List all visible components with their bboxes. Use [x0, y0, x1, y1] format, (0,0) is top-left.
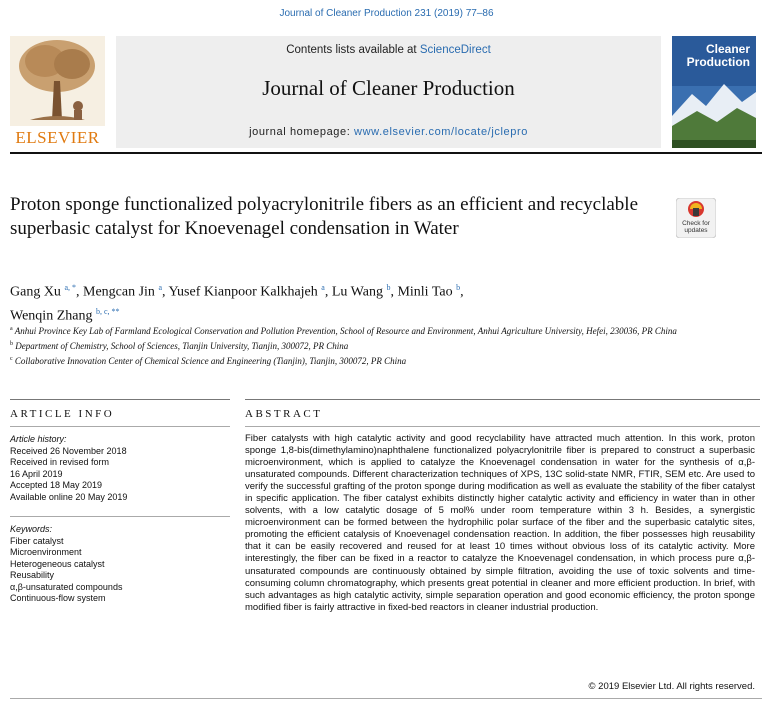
divider: [10, 516, 230, 517]
divider: [245, 399, 760, 400]
affiliation-list: [10, 323, 710, 368]
sciencedirect-link[interactable]: ScienceDirect: [419, 44, 491, 56]
elsevier-wordmark: ELSEVIER: [15, 128, 100, 147]
affiliation-text: Collaborative Innovation Center of Chemical Science and Engineering (Tianjin), Tianjin, 300072, PR China: [14, 356, 407, 366]
affiliation: [10, 338, 710, 352]
affiliation-text: Department of Chemistry, School of Sciences, Tianjin University, Tianjin, 300072, PR China: [15, 341, 349, 351]
keywords-label: Keywords:: [10, 524, 53, 534]
cover-title-line2: Production: [686, 55, 750, 69]
keyword: Microenvironment: [10, 547, 82, 557]
affiliation: [10, 353, 710, 367]
crossmark-label-line1: Check for: [682, 220, 710, 227]
author-marks[interactable]: b: [456, 283, 461, 292]
history-label: Article history:: [10, 434, 67, 444]
masthead: [116, 36, 661, 148]
author-name[interactable]: Lu Wang: [331, 284, 383, 300]
divider: [245, 426, 760, 427]
author-name[interactable]: Wenqin Zhang: [10, 308, 93, 324]
abstract-text: Fiber catalysts with high catalytic activity and good recyclability have attracted much attention. In this work, proton sponge 1,8-bis(dimethylamino)naphthalene functionalized polyacrylonitrile fiber is prepared to construct a superbasic microenvironment, which is applied to catalyze the Knoevenagel condensation in water for the synthesis of α,β-unsaturated compounds. Different characterization techniques of XPS, 13C solid-state NMR, FTIR, SEM etc. Are used to verify the successful grafting of the proton sponge during modification as well as evaluate the stability of the fiber catalyst in specific application. The fiber catalyst exhibits distinctly higher catalytic activity and efficiency in water than in other solvents, with a low catalytic dosage of 5 mol% under room temperature within 3 h. Besides, a synergistic microenvironment can be formed between the hydrophilic polar surface of the fiber and the superbasic catalytic sites, promoting the efficient catalysis of Knoevenagel condensation reaction. In addition, the fiber possesses high reusability that it can be easily recovered and reused for at least 10 times without obvious loss of its catalytic activity. More interestingly, the fiber can be fixed in a reactor to catalyze the Knoevenagel condensation, in which process pure α,β-unsaturated compounds are continuously obtained by simple filtration, avoiding the use of toxic solvents and time-consuming column chromatography, which presents great potential in cleaner and more efficient production. In brief, with such advantages as high catalytic activity, simple separation operation and good economic efficiency, the proton sponge modified fiber is fairly attractive in fixed-bed reactors in cleaner industrial production.: [245, 433, 755, 613]
homepage-prefix: journal homepage:: [249, 126, 355, 138]
keyword-list: [10, 524, 230, 605]
article-history: [10, 434, 230, 503]
author-marks[interactable]: a: [321, 283, 325, 292]
keyword: Continuous-flow system: [10, 593, 106, 603]
author-marks[interactable]: a, *: [64, 283, 76, 292]
abstract-heading: ABSTRACT: [245, 408, 323, 420]
author-marks[interactable]: b, c, **: [95, 306, 120, 316]
homepage-link[interactable]: www.elsevier.com/locate/jclepro: [354, 126, 528, 138]
cover-title-line1: Cleaner: [705, 42, 750, 56]
author-marks[interactable]: b: [386, 283, 391, 292]
keyword: Fiber catalyst: [10, 535, 64, 546]
divider: [10, 399, 230, 400]
history-entry: Received 26 November 2018: [10, 445, 127, 456]
header-divider: [10, 152, 762, 154]
affiliation-mark: a: [10, 326, 13, 332]
article-info-heading: ARTICLE INFO: [10, 408, 115, 420]
journal-name: Journal of Cleaner Production: [262, 76, 515, 100]
history-entry: Accepted 18 May 2019: [10, 480, 103, 490]
affiliation-text: Anhui Province Key Lab of Farmland Ecological Conservation and Pollution Prevention, School of Resource and Environment, Anhui Agriculture University, Hefei, 230036, PR China: [14, 326, 677, 336]
affiliation: [10, 323, 710, 337]
author-marks[interactable]: a: [158, 283, 162, 292]
journal-homepage: [116, 126, 661, 138]
journal-citation-link[interactable]: Journal of Cleaner Production 231 (2019) 77–86: [279, 8, 494, 19]
history-entry: 16 April 2019: [10, 468, 63, 479]
contents-availability: [116, 44, 661, 56]
affiliation-mark: c: [10, 356, 13, 362]
crossmark-label[interactable]: [670, 220, 722, 234]
author-name[interactable]: Mengcan Jin: [83, 284, 155, 300]
divider: [10, 698, 762, 699]
contents-prefix: Contents lists available at: [286, 44, 420, 56]
copyright-notice: © 2019 Elsevier Ltd. All rights reserved.: [588, 681, 755, 692]
author-name[interactable]: Gang Xu: [10, 284, 61, 300]
keyword: α,β-unsaturated compounds: [10, 581, 123, 592]
history-entry: Available online 20 May 2019: [10, 491, 128, 502]
article-title: Proton sponge functionalized polyacrylonitrile fibers as an efficient and recyclable superbasic catalyst for Knoevenagel condensation in Water: [10, 194, 639, 239]
history-entry: Received in revised form: [10, 457, 110, 467]
keyword: Reusability: [10, 570, 55, 580]
crossmark-label-line2: updates: [684, 227, 708, 234]
author-name[interactable]: Minli Tao: [397, 284, 453, 300]
journal-cover-image[interactable]: [672, 36, 756, 148]
divider: [10, 426, 230, 427]
affiliation-mark: b: [10, 341, 13, 347]
journal-header: [10, 36, 762, 148]
keyword: Heterogeneous catalyst: [10, 558, 105, 569]
author-list: Gang Xu $^{a, *}$, Mengcan Jin $^a$, Yusef Kianpoor Kalkhajeh $^a$, Lu Wang $^b$, Minli Tao $^b$, Wenqin Zhang $^{b, c, **}$: [10, 283, 464, 324]
author-name[interactable]: Yusef Kianpoor Kalkhajeh: [168, 284, 318, 300]
